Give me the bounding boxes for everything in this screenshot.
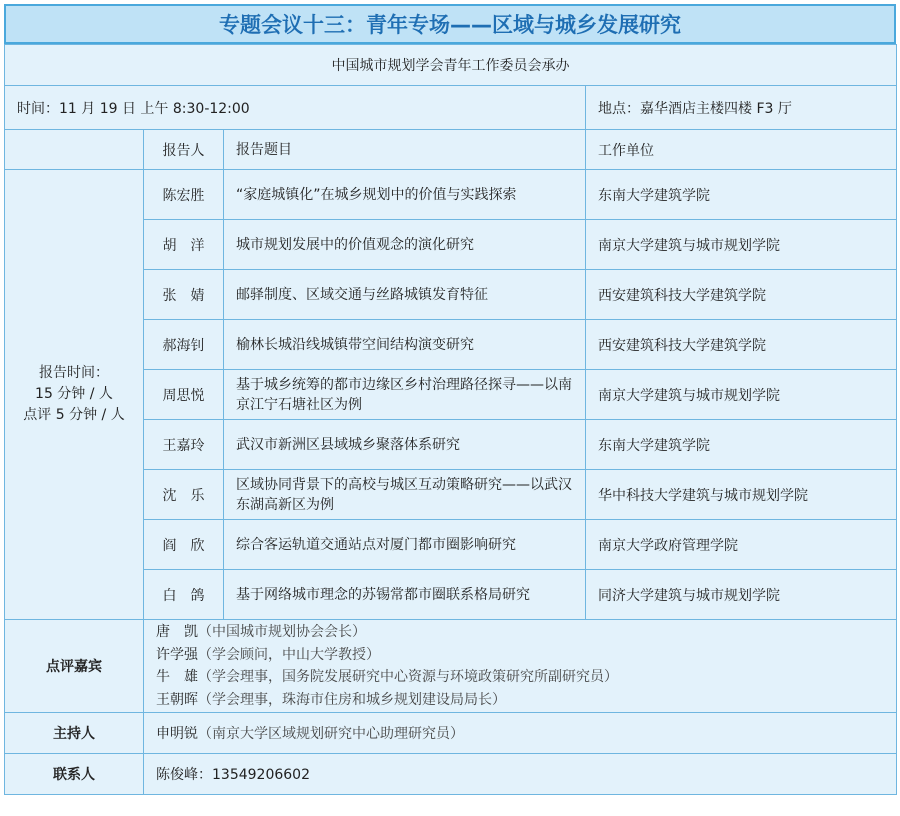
guest-note: （学会理事，国务院发展研究中心资源与环境政策研究所副研究员） bbox=[198, 669, 618, 685]
work-unit: 南京大学政府管理学院 bbox=[586, 520, 897, 570]
report-time-review: 点评 5 分钟 / 人 bbox=[23, 407, 125, 423]
schedule-table bbox=[4, 44, 897, 795]
contact-label: 联系人 bbox=[5, 754, 144, 795]
reporter-name: 王嘉玲 bbox=[144, 420, 224, 470]
reporter-name: 胡 洋 bbox=[144, 220, 224, 270]
report-time-note bbox=[5, 170, 144, 620]
host-row bbox=[5, 713, 897, 754]
report-topic: 综合客运轨道交通站点对厦门都市圈影响研究 bbox=[224, 520, 586, 570]
reporter-name: 沈 乐 bbox=[144, 470, 224, 520]
work-unit: 同济大学建筑与城市规划学院 bbox=[586, 570, 897, 620]
guest-name: 许学强 bbox=[156, 646, 198, 663]
work-unit: 东南大学建筑学院 bbox=[586, 420, 897, 470]
guests-row bbox=[5, 620, 897, 713]
guest-name: 王朝晖 bbox=[156, 691, 198, 708]
guest-note: （学会理事，珠海市住房和城乡规划建设局局长） bbox=[198, 691, 506, 708]
guests-list bbox=[144, 620, 897, 713]
guest-item bbox=[156, 644, 896, 667]
reporter-name: 周思悦 bbox=[144, 370, 224, 420]
host-label: 主持人 bbox=[5, 713, 144, 754]
report-topic: 城市规划发展中的价值观念的演化研究 bbox=[224, 220, 586, 270]
contact-row bbox=[5, 754, 897, 795]
guest-item bbox=[156, 689, 896, 712]
guest-item bbox=[156, 666, 896, 689]
work-unit: 南京大学建筑与城市规划学院 bbox=[586, 370, 897, 420]
work-unit: 华中科技大学建筑与城市规划学院 bbox=[586, 470, 897, 520]
session-title: 专题会议十三：青年专场——区域与城乡发展研究 bbox=[4, 4, 896, 44]
reporter-name: 阎 欣 bbox=[144, 520, 224, 570]
table-row bbox=[5, 170, 897, 220]
guest-note: （学会顾问，中山大学教授） bbox=[198, 646, 380, 663]
work-unit: 西安建筑科技大学建筑学院 bbox=[586, 270, 897, 320]
header-topic: 报告题目 bbox=[224, 130, 586, 170]
host-name: 申明锐 bbox=[156, 726, 198, 742]
report-topic: 武汉市新洲区县域城乡聚落体系研究 bbox=[224, 420, 586, 470]
reporter-name: 陈宏胜 bbox=[144, 170, 224, 220]
report-topic: 榆林长城沿线城镇带空间结构演变研究 bbox=[224, 320, 586, 370]
report-topic: 邮驿制度、区域交通与丝路城镇发育特征 bbox=[224, 270, 586, 320]
report-topic: 基于网络城市理念的苏锡常都市圈联系格局研究 bbox=[224, 570, 586, 620]
work-unit: 东南大学建筑学院 bbox=[586, 170, 897, 220]
host-note: （南京大学区域规划研究中心助理研究员） bbox=[198, 726, 464, 742]
guest-name: 唐 凯 bbox=[156, 624, 198, 640]
header-reporter: 报告人 bbox=[144, 130, 224, 170]
header-empty bbox=[5, 130, 144, 170]
report-topic: “家庭城镇化”在城乡规划中的价值与实践探索 bbox=[224, 170, 586, 220]
host-info bbox=[144, 713, 897, 754]
contact-info: 陈俊峰：13549206602 bbox=[144, 754, 897, 795]
guests-label: 点评嘉宾 bbox=[5, 620, 144, 713]
header-unit: 工作单位 bbox=[586, 130, 897, 170]
organizer: 中国城市规划学会青年工作委员会承办 bbox=[5, 45, 897, 86]
report-time-talk: 15 分钟 / 人 bbox=[35, 386, 113, 402]
program-table bbox=[4, 4, 896, 795]
reporter-name: 张 婧 bbox=[144, 270, 224, 320]
report-topic: 区域协同背景下的高校与城区互动策略研究——以武汉东湖高新区为例 bbox=[224, 470, 586, 520]
reporter-name: 郝海钊 bbox=[144, 320, 224, 370]
work-unit: 西安建筑科技大学建筑学院 bbox=[586, 320, 897, 370]
session-place: 地点：嘉华酒店主楼四楼 F3 厅 bbox=[586, 86, 897, 130]
session-time: 时间：11 月 19 日 上午 8:30-12:00 bbox=[5, 86, 586, 130]
table-header bbox=[5, 130, 897, 170]
guest-note: （中国城市规划协会会长） bbox=[198, 624, 366, 640]
report-time-label: 报告时间： bbox=[39, 365, 109, 381]
guest-item bbox=[156, 621, 896, 644]
reporter-name: 白 鸽 bbox=[144, 570, 224, 620]
guest-name: 牛 雄 bbox=[156, 669, 198, 685]
report-topic: 基于城乡统筹的都市边缘区乡村治理路径探寻——以南京江宁石塘社区为例 bbox=[224, 370, 586, 420]
work-unit: 南京大学建筑与城市规划学院 bbox=[586, 220, 897, 270]
